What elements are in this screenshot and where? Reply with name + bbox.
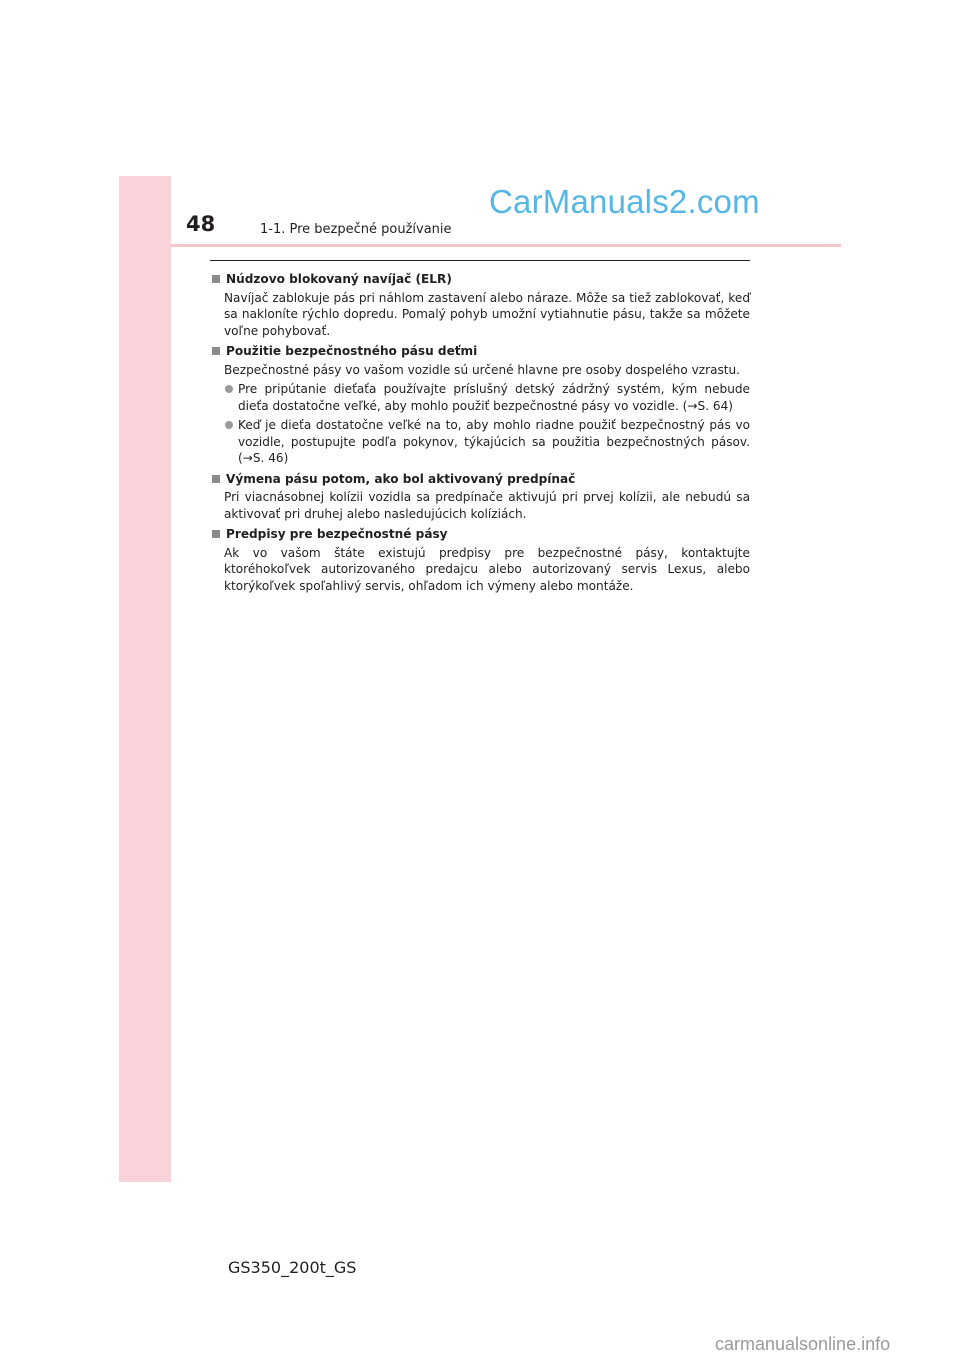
- square-bullet-icon: [212, 530, 220, 538]
- section-heading: [210, 526, 750, 543]
- round-bullet-icon: [225, 385, 233, 393]
- section-paragraph: Ak vo vašom štáte existujú predpisy pre bezpečnostné pásy, kontaktujte ktoréhokoľvek autorizovaného predajcu alebo autorizovaný servis Lexus, alebo ktorýkoľvek spoľahlivý servis, ohľadom ich výmeny alebo montáže.: [224, 545, 750, 593]
- heading-text: Núdzovo blokovaný navíjač (ELR): [226, 272, 452, 286]
- heading-text: Predpisy pre bezpečnostné pásy: [226, 527, 448, 541]
- list-item: [224, 417, 750, 467]
- list-item-text: Pre pripútanie dieťaťa používajte príslušný detský zádržný systém, kým nebude dieťa dostatočne veľké, aby mohlo použiť bezpečnostné pásy vo vozidle. (→S. 64): [238, 382, 750, 413]
- footer-watermark[interactable]: carmanualsonline.info: [715, 1334, 891, 1354]
- page-number: 48: [186, 212, 216, 236]
- side-color-band: [119, 176, 171, 1182]
- list-item-text: Keď je dieťa dostatočne veľké na to, aby mohlo riadne použiť bezpečnostný pás vo vozidle, postupujte podľa pokynov, týkajúcich sa použitia bezpečnostných pásov. (→S. 46): [238, 418, 750, 465]
- section-title: 1-1. Pre bezpečné používanie: [260, 222, 452, 237]
- square-bullet-icon: [212, 275, 220, 283]
- section-paragraph: Bezpečnostné pásy vo vašom vozidle sú určené hlavne pre osoby dospelého vzrastu.: [224, 362, 741, 377]
- square-bullet-icon: [212, 347, 220, 355]
- section-paragraph: Navíjač zablokuje pás pri náhlom zastavení alebo náraze. Môže sa tiež zablokovať, keď sa nakloníte rýchlo dopredu. Pomalý pohyb umožní vytiahnutie pásu, takže sa môžete voľne pohybovať.: [224, 290, 750, 338]
- section-regulations: [210, 526, 750, 594]
- content-top-rule: [210, 260, 750, 261]
- section-children: [210, 343, 750, 467]
- heading-text: Použitie bezpečnostného pásu deťmi: [226, 344, 478, 358]
- list-item: [224, 381, 750, 414]
- section-heading: [210, 343, 750, 360]
- section-heading: [210, 471, 750, 488]
- section-heading: [210, 271, 750, 288]
- heading-text: Výmena pásu potom, ako bol aktivovaný predpínač: [226, 471, 576, 486]
- watermark-logo[interactable]: CarManuals2.com: [489, 183, 760, 220]
- footer-model-code: GS350_200t_GS: [228, 1258, 357, 1277]
- square-bullet-icon: [212, 475, 220, 483]
- content-body: [210, 267, 750, 594]
- round-bullet-icon: [225, 421, 233, 429]
- section-pretensioner: [210, 471, 750, 523]
- section-paragraph: Pri viacnásobnej kolízii vozidla sa predpínače aktivujú pri prvej kolízii, ale nebudú sa aktivovať pri druhej alebo nasledujúcich kolíziách.: [224, 490, 750, 521]
- section-elr: [210, 271, 750, 339]
